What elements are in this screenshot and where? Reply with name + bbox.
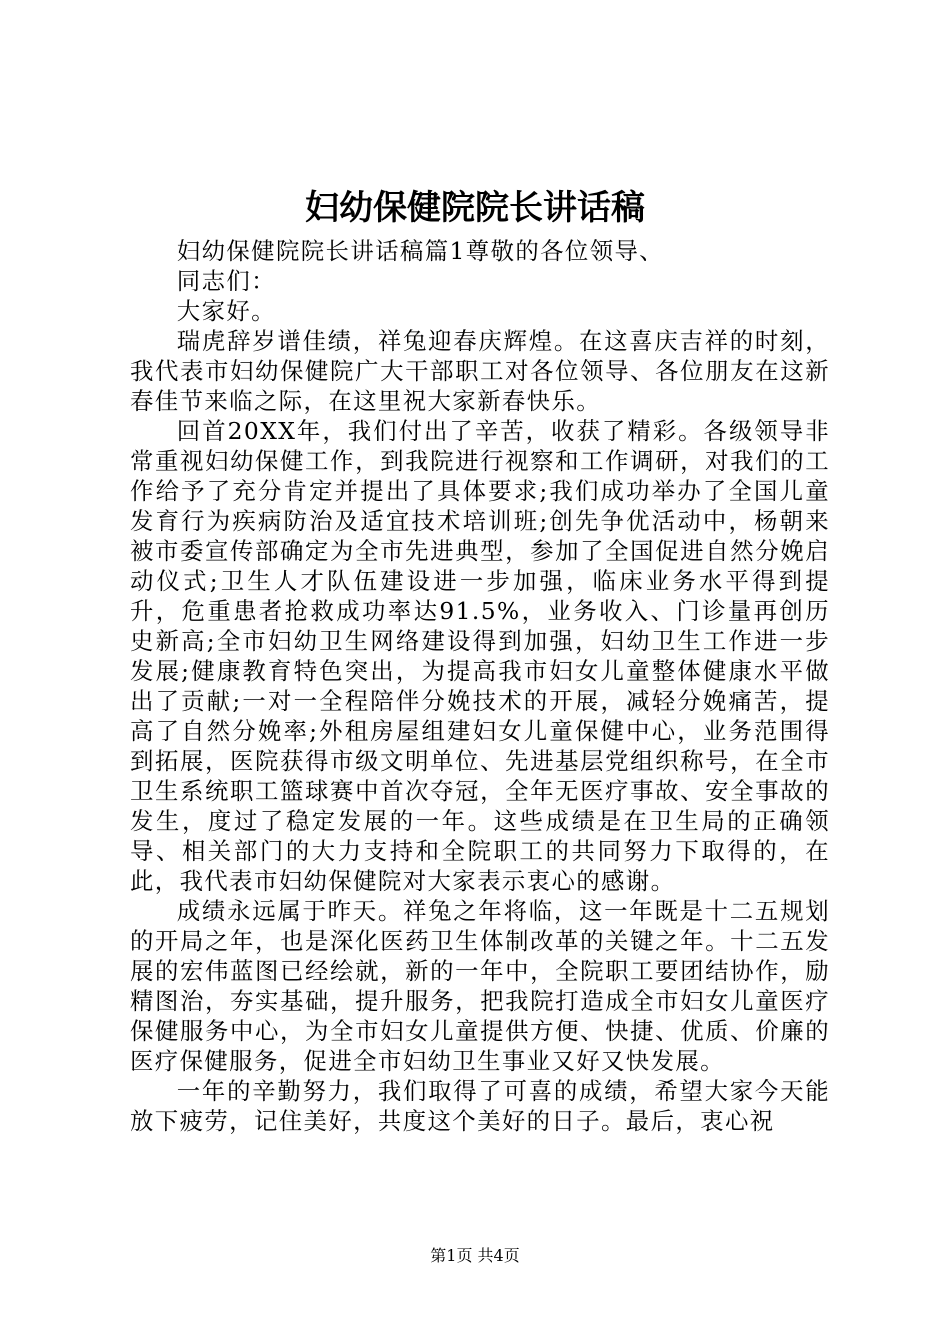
paragraph-hello: 大家好。: [176, 297, 276, 325]
paragraph-salutation: 同志们：: [176, 267, 276, 295]
document-body: [130, 236, 830, 1136]
document-title: 妇幼保健院院长讲话稿: [305, 188, 645, 228]
paragraph-greeting-line: 妇幼保健院院长讲话稿篇1尊敬的各位领导、: [176, 237, 665, 265]
paragraph-new-year-wishes: 瑞虎辞岁谱佳绩，祥兔迎春庆辉煌。在这喜庆吉祥的时刻，我代表市妇幼保健院广大干部职工对各位领导、各位朋友在这新春佳节来临之际，在这里祝大家新春快乐。: [130, 327, 830, 415]
paragraph-closing: 一年的辛勤努力，我们取得了可喜的成绩，希望大家今天能放下疲劳，记住美好，共度这个美好的日子。最后，衷心祝: [130, 1077, 830, 1135]
page-number: 第1页 共4页: [430, 1246, 520, 1265]
paragraph-outlook: 成绩永远属于昨天。祥兔之年将临，这一年既是十二五规划的开局之年，也是深化医药卫生体制改革的关键之年。十二五发展的宏伟蓝图已经绘就，新的一年中，全院职工要团结协作，励精图治，夯实基础，提升服务，把我院打造成全市妇女儿童医疗保健服务中心，为全市妇女儿童提供方便、快捷、优质、价廉的医疗保健服务，促进全市妇幼卫生事业又好又快发展。: [130, 897, 830, 1075]
paragraph-year-review: 回首20XX年，我们付出了辛苦，收获了精彩。各级领导非常重视妇幼保健工作，到我院进行视察和工作调研，对我们的工作给予了充分肯定并提出了具体要求;我们成功举办了全国儿童发育行为疾病防治及适宜技术培训班;创先争优活动中，杨朝来被市委宣传部确定为全市先进典型，参加了全国促进自然分娩启动仪式;卫生人才队伍建设进一步加强，临床业务水平得到提升，危重患者抢救成功率达91.5%，业务收入、门诊量再创历史新高;全市妇幼卫生网络建设得到加强，妇幼卫生工作进一步发展;健康教育特色突出，为提高我市妇女儿童整体健康水平做出了贡献;一对一全程陪伴分娩技术的开展，减轻分娩痛苦，提高了自然分娩率;外租房屋组建妇女儿童保健中心，业务范围得到拓展，医院获得市级文明单位、先进基层党组织称号，在全市卫生系统职工篮球赛中首次夺冠，全年无医疗事故、安全事故的发生，度过了稳定发展的一年。这些成绩是在卫生局的正确领导、相关部门的大力支持和全院职工的共同努力下取得的，在此，我代表市妇幼保健院对大家表示衷心的感谢。: [130, 417, 830, 895]
